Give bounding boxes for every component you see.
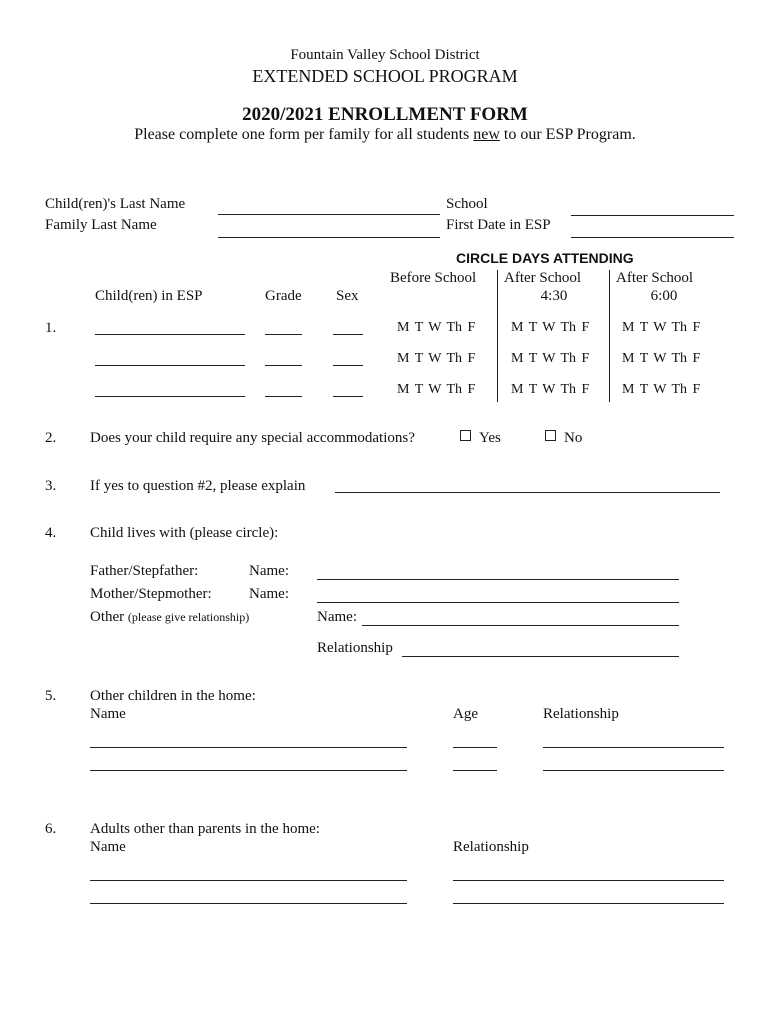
other-child-name-field[interactable]: [90, 747, 407, 748]
question-6-number: 6.: [45, 821, 57, 837]
column-divider-1: [497, 270, 498, 402]
after-school-430-days[interactable]: M T W Th F: [511, 351, 590, 366]
question-5-number: 5.: [45, 688, 57, 704]
other-name-field[interactable]: [362, 625, 679, 626]
grade-field[interactable]: [265, 365, 302, 366]
father-stepfather-label[interactable]: Father/Stepfather:: [90, 563, 199, 579]
before-school-header: Before School: [390, 270, 477, 286]
no-label: No: [564, 430, 583, 446]
adult-name-field[interactable]: [90, 880, 407, 881]
grade-field[interactable]: [265, 396, 302, 397]
other-children-age-header: Age: [453, 706, 478, 722]
other-child-age-field[interactable]: [453, 770, 497, 771]
sex-field[interactable]: [333, 396, 363, 397]
sex-field[interactable]: [333, 365, 363, 366]
other-note: (please give relationship): [127, 610, 250, 624]
child-name-field[interactable]: [95, 396, 245, 397]
adults-relationship-header: Relationship: [453, 839, 529, 855]
question-3-number: 3.: [45, 478, 57, 494]
mother-name-label: Name:: [249, 586, 289, 602]
form-title: 2020/2021 ENROLLMENT FORM: [242, 104, 528, 125]
first-date-label: First Date in ESP: [446, 217, 551, 233]
before-school-days[interactable]: M T W Th F: [397, 351, 476, 366]
other-label[interactable]: [90, 609, 249, 626]
child-name-field[interactable]: [95, 365, 245, 366]
relationship-field[interactable]: [402, 656, 679, 657]
after-school-600-days[interactable]: M T W Th F: [622, 351, 701, 366]
question-2-text: Does your child require any special accommodations?: [90, 430, 415, 446]
family-last-name-field[interactable]: [218, 237, 440, 238]
question-2-number: 2.: [45, 430, 57, 446]
first-date-field[interactable]: [571, 237, 734, 238]
question-4-number: 4.: [45, 525, 57, 541]
form-instruction: [0, 126, 770, 144]
family-last-name-label: Family Last Name: [45, 217, 157, 233]
adult-name-field[interactable]: [90, 903, 407, 904]
checkbox-icon[interactable]: [460, 430, 471, 441]
no-option[interactable]: [545, 430, 582, 447]
question-5-text: Other children in the home:: [90, 688, 256, 704]
mother-stepmother-label[interactable]: Mother/Stepmother:: [90, 586, 212, 602]
question-3-text: If yes to question #2, please explain: [90, 478, 306, 494]
school-field[interactable]: [571, 215, 734, 216]
other-child-relationship-field[interactable]: [543, 747, 724, 748]
grade-header: Grade: [265, 288, 302, 304]
instruction-post: to our ESP Program.: [499, 126, 636, 143]
yes-label: Yes: [479, 430, 501, 446]
column-divider-2: [609, 270, 610, 402]
other-children-relationship-header: Relationship: [543, 706, 619, 722]
other-text: Other: [90, 609, 125, 625]
other-children-name-header: Name: [90, 706, 126, 722]
question-4-text: Child lives with (please circle):: [90, 525, 279, 541]
instruction-pre: Please complete one form per family for all students: [134, 126, 474, 143]
after-school-430-time: 4:30: [540, 288, 568, 304]
after-school-600-days[interactable]: M T W Th F: [622, 382, 701, 397]
school-label: School: [446, 196, 488, 212]
after-school-430-days[interactable]: M T W Th F: [511, 320, 590, 335]
relationship-label: Relationship: [317, 640, 393, 656]
instruction-emphasis: new: [473, 126, 500, 143]
father-name-label: Name:: [249, 563, 289, 579]
father-name-field[interactable]: [317, 579, 679, 580]
adult-relationship-field[interactable]: [453, 880, 724, 881]
circle-days-heading: CIRCLE DAYS ATTENDING: [456, 250, 634, 266]
after-school-600-time: 6:00: [650, 288, 678, 304]
explain-field[interactable]: [335, 492, 720, 493]
childrens-last-name-field[interactable]: [218, 214, 440, 215]
after-school-600-days[interactable]: M T W Th F: [622, 320, 701, 335]
adults-name-header: Name: [90, 839, 126, 855]
other-child-relationship-field[interactable]: [543, 770, 724, 771]
question-1-number: 1.: [45, 320, 57, 336]
mother-name-field[interactable]: [317, 602, 679, 603]
children-in-esp-header: Child(ren) in ESP: [95, 288, 203, 304]
sex-field[interactable]: [333, 334, 363, 335]
district-name: Fountain Valley School District: [290, 47, 480, 63]
before-school-days[interactable]: M T W Th F: [397, 320, 476, 335]
adult-relationship-field[interactable]: [453, 903, 724, 904]
before-school-days[interactable]: M T W Th F: [397, 382, 476, 397]
child-name-field[interactable]: [95, 334, 245, 335]
after-school-430-days[interactable]: M T W Th F: [511, 382, 590, 397]
childrens-last-name-label: Child(ren)'s Last Name: [45, 196, 186, 212]
other-child-age-field[interactable]: [453, 747, 497, 748]
yes-option[interactable]: [460, 430, 501, 447]
after-school-430-header: After School: [504, 270, 582, 286]
sex-header: Sex: [336, 288, 359, 304]
question-6-text: Adults other than parents in the home:: [90, 821, 320, 837]
other-name-label: Name:: [317, 609, 357, 625]
other-child-name-field[interactable]: [90, 770, 407, 771]
program-name: EXTENDED SCHOOL PROGRAM: [252, 66, 518, 86]
after-school-600-header: After School: [616, 270, 694, 286]
grade-field[interactable]: [265, 334, 302, 335]
checkbox-icon[interactable]: [545, 430, 556, 441]
